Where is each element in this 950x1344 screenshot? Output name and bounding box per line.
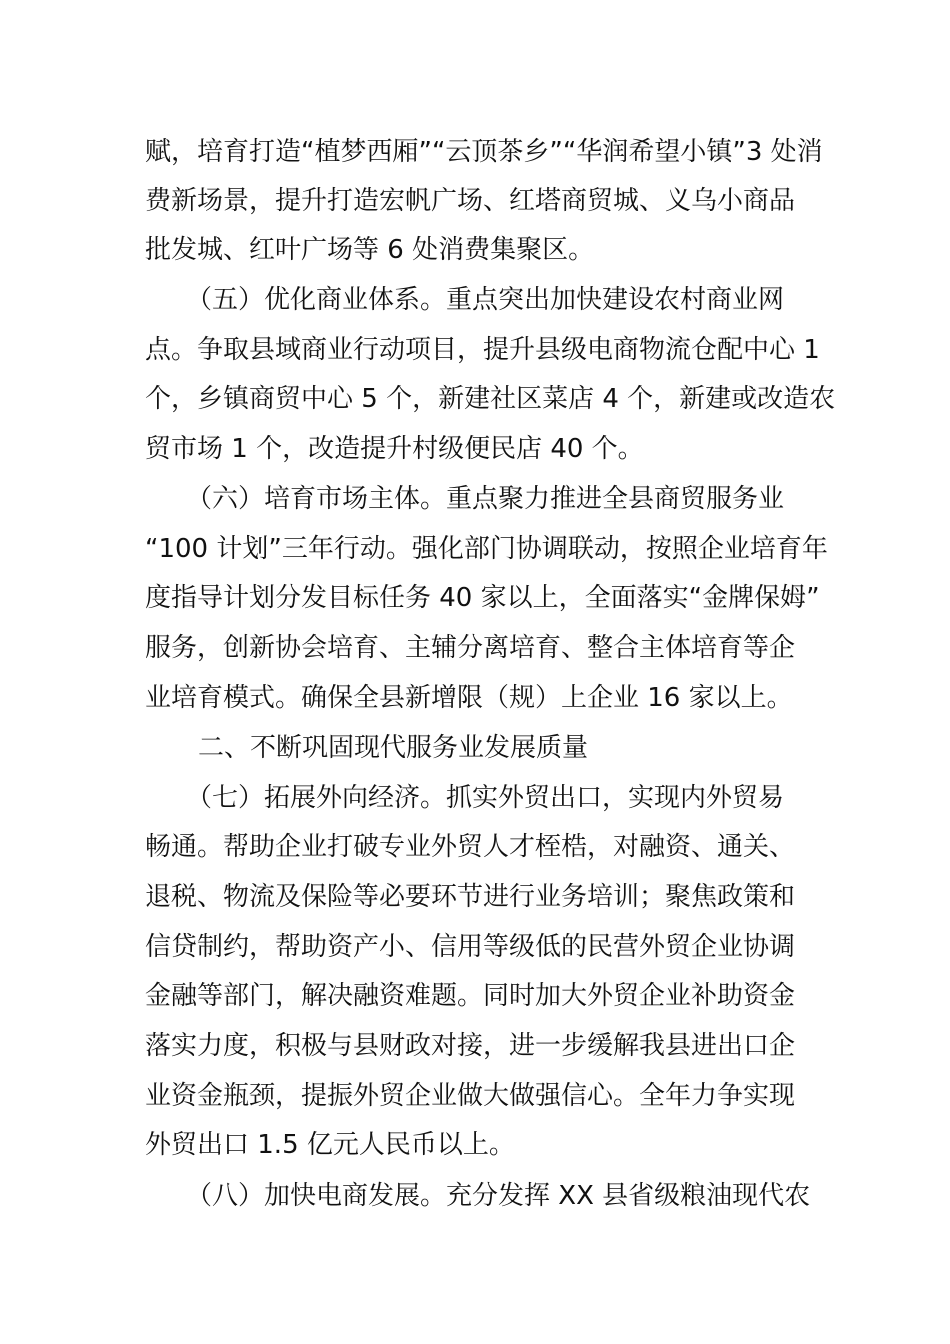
paragraph-line: 退税、物流及保险等必要环节进行业务培训；聚焦政策和	[145, 882, 796, 912]
paragraph-line: 点。争取县域商业行动项目，提升县级电商物流仓配中心 1	[145, 335, 820, 365]
chapter-heading: 二、不断巩固现代服务业发展质量	[198, 733, 589, 763]
section-heading-7: （七）拓展外向经济。抓实外贸出口，实现内外贸易	[186, 783, 785, 813]
paragraph-line: 赋，培育打造“植梦西厢”“云顶茶乡”“华润希望小镇”3 处消	[145, 137, 823, 167]
paragraph-line: 服务，创新协会培育、主辅分离培育、整合主体培育等企	[145, 633, 796, 663]
paragraph-line: 业培育模式。确保全县新增限（规）上企业 16 家以上。	[145, 683, 793, 713]
paragraph-line: 个，乡镇商贸中心 5 个，新建社区菜店 4 个，新建或改造农	[145, 384, 836, 414]
section-heading-5: （五）优化商业体系。重点突出加快建设农村商业网	[186, 285, 785, 315]
paragraph-line: 费新场景，提升打造宏帆广场、红塔商贸城、义乌小商品	[145, 186, 796, 216]
paragraph-line: 业资金瓶颈，提振外贸企业做大做强信心。全年力争实现	[145, 1081, 796, 1111]
paragraph-line: 金融等部门，解决融资难题。同时加大外贸企业补助资金	[145, 981, 796, 1011]
paragraph-line: 信贷制约，帮助资产小、信用等级低的民营外贸企业协调	[145, 932, 796, 962]
paragraph-line: 外贸出口 1.5 亿元人民币以上。	[145, 1130, 515, 1160]
paragraph-line: “100 计划”三年行动。强化部门协调联动，按照企业培育年	[145, 534, 828, 564]
paragraph-line: 畅通。帮助企业打破专业外贸人才桎梏，对融资、通关、	[145, 832, 796, 862]
paragraph-line: 落实力度，积极与县财政对接，进一步缓解我县进出口企	[145, 1031, 796, 1061]
section-heading-6: （六）培育市场主体。重点聚力推进全县商贸服务业	[186, 484, 785, 514]
section-heading-8: （八）加快电商发展。充分发挥 XX 县省级粮油现代农	[186, 1181, 811, 1211]
paragraph-line: 度指导计划分发目标任务 40 家以上，全面落实“金牌保姆”	[145, 583, 820, 613]
paragraph-line: 贸市场 1 个，改造提升村级便民店 40 个。	[145, 434, 644, 464]
paragraph-line: 批发城、红叶广场等 6 处消费集聚区。	[145, 235, 595, 265]
